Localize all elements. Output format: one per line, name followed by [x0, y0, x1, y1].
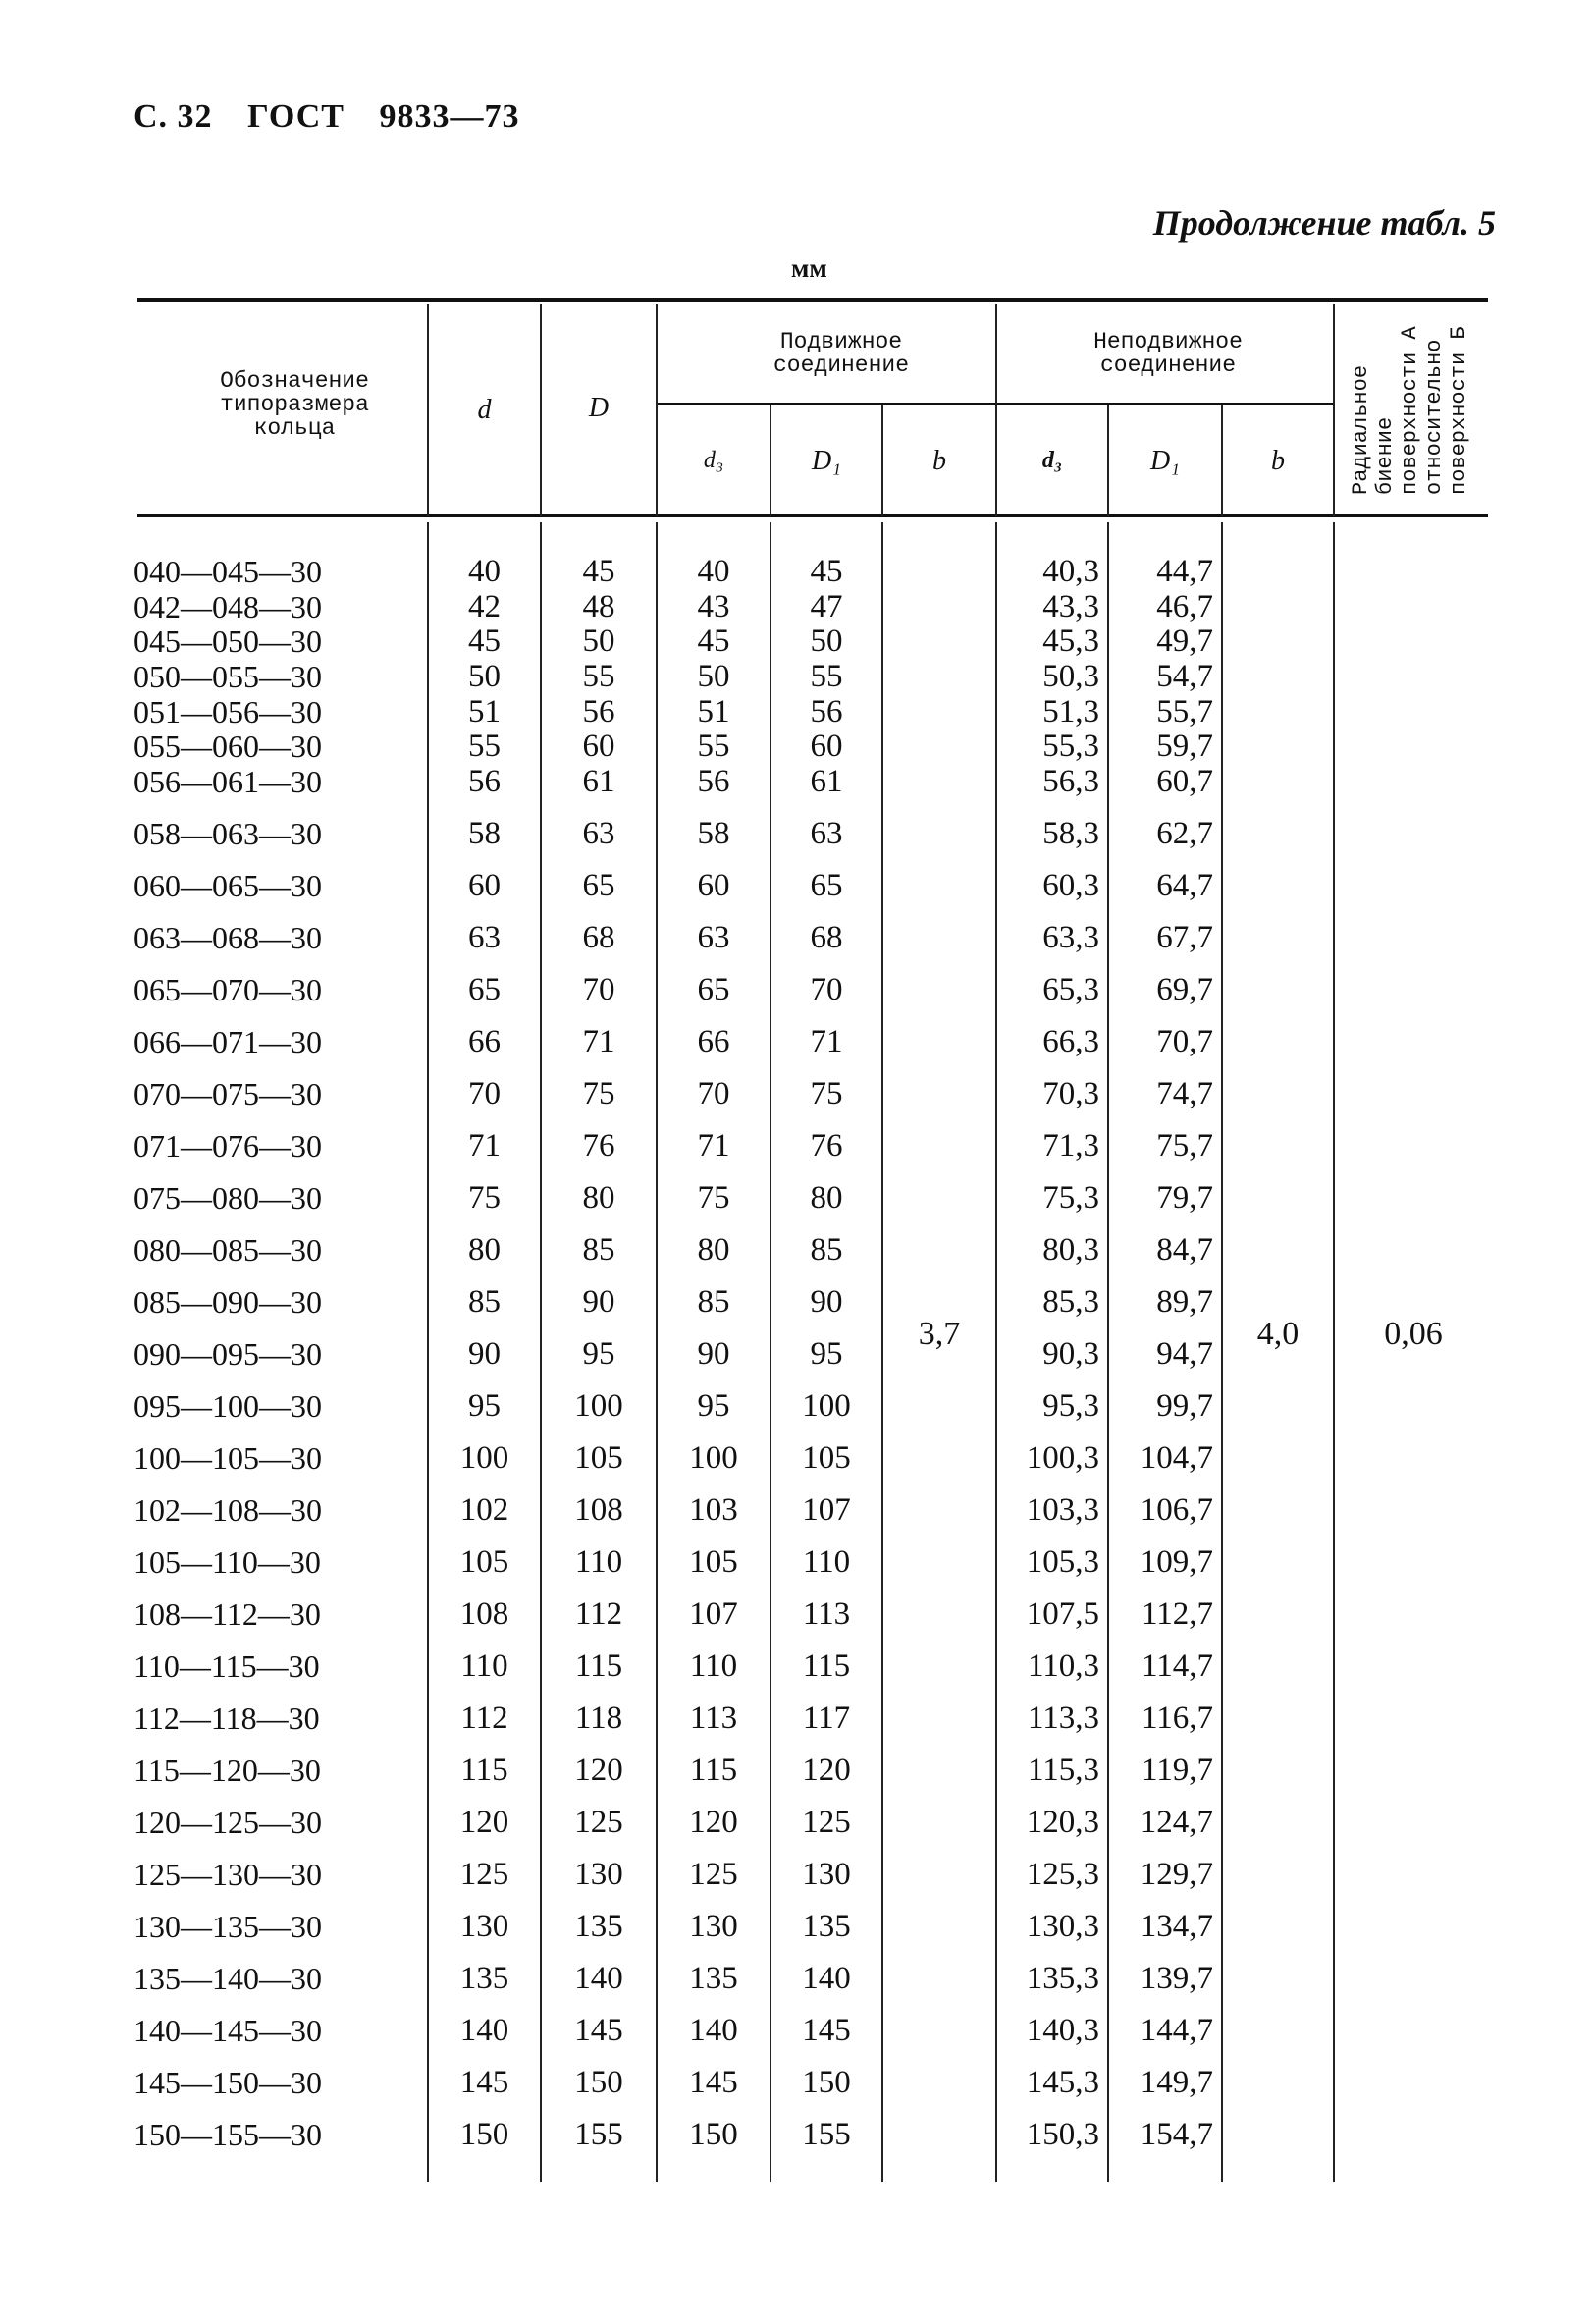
header-fixed-D1: D₁ [1150, 446, 1180, 476]
cell-fixed-d3: 55,3 [1042, 729, 1099, 764]
cell-movable-d3: 100 [689, 1440, 738, 1476]
cell-fixed-D1: 75,7 [1156, 1128, 1213, 1163]
cell-designation: 150—155—30 [133, 2117, 322, 2152]
cell-D: 61 [582, 764, 615, 799]
header-divider [995, 304, 997, 516]
cell-fixed-D1: 139,7 [1140, 1961, 1213, 1996]
table-row [0, 1594, 1594, 1646]
cell-movable-d3: 45 [697, 623, 730, 659]
cell-D: 95 [582, 1336, 615, 1372]
cell-D: 68 [582, 920, 615, 955]
cell-fixed-D1: 64,7 [1156, 868, 1213, 903]
cell-D: 65 [582, 868, 615, 903]
cell-d: 60 [468, 868, 501, 903]
cell-designation: 120—125—30 [133, 1805, 322, 1840]
cell-designation: 063—068—30 [133, 920, 322, 955]
cell-designation: 130—135—30 [133, 1909, 322, 1944]
cell-movable-d3: 130 [689, 1909, 738, 1944]
cell-d: 120 [459, 1805, 509, 1840]
cell-movable-d3: 65 [697, 972, 730, 1007]
cell-movable-D1: 85 [810, 1232, 843, 1268]
header-D: D [588, 393, 610, 423]
cell-d: 145 [459, 2065, 509, 2100]
table-row [0, 1751, 1594, 1802]
cell-movable-D1: 63 [810, 816, 843, 851]
cell-d: 55 [468, 729, 501, 764]
cell-D: 150 [574, 2065, 623, 2100]
cell-d: 140 [459, 2013, 509, 2048]
cell-movable-D1: 110 [802, 1544, 851, 1580]
table-row [0, 866, 1594, 917]
page-header [133, 98, 545, 135]
cell-designation: 140—145—30 [133, 2013, 322, 2048]
cell-D: 63 [582, 816, 615, 851]
cell-D: 50 [582, 623, 615, 659]
cell-movable-d3: 50 [697, 659, 730, 694]
cell-movable-D1: 56 [810, 694, 843, 730]
cell-fixed-d3: 85,3 [1042, 1284, 1099, 1320]
cell-d: 90 [468, 1336, 501, 1372]
cell-movable-D1: 55 [810, 659, 843, 694]
cell-movable-D1: 115 [802, 1648, 851, 1684]
cell-designation: 060—065—30 [133, 868, 322, 903]
cell-D: 85 [582, 1232, 615, 1268]
cell-movable-d3: 40 [697, 554, 730, 589]
cell-designation: 040—045—30 [133, 554, 322, 589]
cell-fixed-d3: 45,3 [1042, 623, 1099, 659]
cell-movable-d3: 90 [697, 1336, 730, 1372]
cell-movable-D1: 50 [810, 623, 843, 659]
table-row [0, 1178, 1594, 1229]
cell-designation: 100—105—30 [133, 1440, 322, 1476]
cell-fixed-d3: 113,3 [1027, 1701, 1099, 1736]
cell-fixed-D1: 154,7 [1140, 2117, 1213, 2152]
cell-fixed-D1: 46,7 [1156, 589, 1213, 624]
header-bottom-rule [137, 514, 1488, 517]
cell-d: 66 [468, 1024, 501, 1059]
standard-label: ГОСТ [247, 98, 345, 135]
cell-movable-D1: 135 [802, 1909, 851, 1944]
cell-d: 115 [460, 1753, 508, 1788]
cell-fixed-D1: 60,7 [1156, 764, 1213, 799]
cell-movable-D1: 95 [810, 1336, 843, 1372]
cell-movable-D1: 76 [810, 1128, 843, 1163]
cell-movable-d3: 60 [697, 868, 730, 903]
cell-designation: 045—050—30 [133, 623, 322, 659]
cell-fixed-D1: 109,7 [1140, 1544, 1213, 1580]
cell-movable-d3: 135 [689, 1961, 738, 1996]
table-row [0, 1855, 1594, 1906]
header-movable-D1: D₁ [812, 446, 841, 476]
cell-designation: 095—100—30 [133, 1388, 322, 1424]
cell-fixed-d3: 103,3 [1026, 1492, 1099, 1528]
cell-fixed-D1: 49,7 [1156, 623, 1213, 659]
cell-movable-d3: 120 [689, 1805, 738, 1840]
cell-d: 112 [460, 1701, 508, 1736]
cell-movable-D1: 117 [802, 1701, 851, 1736]
cell-movable-D1: 155 [802, 2117, 851, 2152]
cell-D: 108 [574, 1492, 623, 1528]
cell-designation: 075—080—30 [133, 1180, 322, 1216]
table-row [0, 1386, 1594, 1437]
table-row [0, 970, 1594, 1021]
cell-d: 80 [468, 1232, 501, 1268]
cell-fixed-D1: 55,7 [1156, 694, 1213, 730]
cell-fixed-d3: 66,3 [1042, 1024, 1099, 1059]
cell-D: 110 [574, 1544, 623, 1580]
cell-fixed-D1: 104,7 [1140, 1440, 1213, 1476]
cell-movable-D1: 68 [810, 920, 843, 955]
cell-fixed-d3: 50,3 [1042, 659, 1099, 694]
cell-movable-D1: 107 [802, 1492, 851, 1528]
cell-fixed-d3: 135,3 [1026, 1961, 1099, 1996]
cell-fixed-D1: 54,7 [1156, 659, 1213, 694]
cell-fixed-d3: 40,3 [1042, 554, 1099, 589]
cell-designation: 065—070—30 [133, 972, 322, 1007]
cell-D: 145 [574, 2013, 623, 2048]
units-label: мм [791, 253, 827, 283]
cell-fixed-D1: 112,7 [1141, 1596, 1213, 1632]
cell-fixed-d3: 105,3 [1026, 1544, 1099, 1580]
table-row [0, 1699, 1594, 1750]
table-row [0, 1490, 1594, 1541]
cell-D: 135 [574, 1909, 623, 1944]
cell-D: 115 [574, 1648, 623, 1684]
cell-D: 100 [574, 1388, 623, 1424]
cell-fixed-D1: 89,7 [1156, 1284, 1213, 1320]
cell-movable-d3: 145 [689, 2065, 738, 2100]
table-row [0, 1074, 1594, 1125]
table-row [0, 1282, 1594, 1333]
cell-designation: 135—140—30 [133, 1961, 322, 1996]
cell-designation: 115—120—30 [133, 1753, 321, 1788]
cell-movable-D1: 45 [810, 554, 843, 589]
cell-designation: 051—056—30 [133, 694, 322, 730]
cell-fixed-d3: 90,3 [1042, 1336, 1099, 1372]
cell-fixed-d3: 63,3 [1042, 920, 1099, 955]
cell-movable-d3: 51 [697, 694, 730, 730]
cell-fixed-d3: 145,3 [1026, 2065, 1099, 2100]
cell-fixed-d3: 107,5 [1026, 1596, 1099, 1632]
table-row [0, 1959, 1594, 2010]
table-row [0, 2011, 1594, 2062]
cell-D: 71 [582, 1024, 615, 1059]
cell-fixed-d3: 75,3 [1042, 1180, 1099, 1216]
cell-D: 80 [582, 1180, 615, 1216]
cell-movable-d3: 56 [697, 764, 730, 799]
cell-movable-d3: 66 [697, 1024, 730, 1059]
cell-D: 55 [582, 659, 615, 694]
cell-D: 112 [574, 1596, 623, 1632]
cell-movable-d3: 55 [697, 729, 730, 764]
cell-designation: 055—060—30 [133, 729, 322, 764]
cell-fixed-d3: 130,3 [1026, 1909, 1099, 1944]
cell-fixed-D1: 124,7 [1140, 1805, 1213, 1840]
cell-D: 130 [574, 1857, 623, 1892]
cell-fixed-D1: 99,7 [1156, 1388, 1213, 1424]
table-row [0, 1907, 1594, 1958]
cell-D: 90 [582, 1284, 615, 1320]
page-number: С. 32 [133, 98, 213, 135]
cell-fixed-d3: 100,3 [1026, 1440, 1099, 1476]
header-divider [656, 304, 658, 516]
cell-d: 71 [468, 1128, 501, 1163]
cell-fixed-D1: 70,7 [1156, 1024, 1213, 1059]
cell-fixed-d3: 80,3 [1042, 1232, 1099, 1268]
header-divider [1333, 304, 1335, 516]
runout-value: 0,06 [1384, 1316, 1443, 1352]
cell-designation: 070—075—30 [133, 1076, 322, 1111]
cell-movable-d3: 113 [689, 1701, 738, 1736]
cell-designation: 085—090—30 [133, 1284, 322, 1320]
cell-D: 56 [582, 694, 615, 730]
cell-movable-D1: 61 [810, 764, 843, 799]
cell-movable-d3: 103 [689, 1492, 738, 1528]
cell-movable-D1: 140 [802, 1961, 851, 1996]
cell-fixed-D1: 84,7 [1156, 1232, 1213, 1268]
cell-movable-d3: 85 [697, 1284, 730, 1320]
cell-d: 50 [468, 659, 501, 694]
cell-designation: 110—115—30 [133, 1648, 320, 1684]
cell-D: 105 [574, 1440, 623, 1476]
cell-fixed-d3: 110,3 [1027, 1648, 1099, 1684]
cell-d: 100 [459, 1440, 509, 1476]
header-runout [1349, 306, 1506, 495]
cell-movable-d3: 110 [689, 1648, 738, 1684]
cell-movable-D1: 75 [810, 1076, 843, 1111]
cell-D: 155 [574, 2117, 623, 2152]
cell-movable-d3: 105 [689, 1544, 738, 1580]
cell-movable-d3: 58 [697, 816, 730, 851]
cell-fixed-D1: 119,7 [1141, 1753, 1213, 1788]
table-row [0, 2063, 1594, 2114]
cell-designation: 125—130—30 [133, 1857, 322, 1892]
table-caption: Продолжение табл. 5 [1152, 203, 1496, 243]
cell-d: 58 [468, 816, 501, 851]
cell-fixed-D1: 116,7 [1141, 1701, 1213, 1736]
header-runout-text: Радиальное биение поверхности А относительно поверхности Б [1349, 326, 1471, 495]
cell-movable-D1: 100 [802, 1388, 851, 1424]
cell-movable-D1: 120 [802, 1753, 851, 1788]
table-row [0, 1647, 1594, 1698]
cell-fixed-d3: 95,3 [1042, 1388, 1099, 1424]
cell-D: 60 [582, 729, 615, 764]
cell-designation: 050—055—30 [133, 659, 322, 694]
cell-fixed-D1: 94,7 [1156, 1336, 1213, 1372]
cell-d: 135 [459, 1961, 509, 1996]
header-movable-b: b [932, 446, 946, 476]
cell-D: 120 [574, 1753, 623, 1788]
cell-d: 85 [468, 1284, 501, 1320]
cell-d: 150 [459, 2117, 509, 2152]
cell-movable-d3: 75 [697, 1180, 730, 1216]
cell-designation: 066—071—30 [133, 1024, 322, 1059]
header-fixed: Неподвижное соединение [1093, 329, 1243, 378]
cell-fixed-D1: 129,7 [1140, 1857, 1213, 1892]
cell-fixed-D1: 134,7 [1140, 1909, 1213, 1944]
cell-movable-d3: 95 [697, 1388, 730, 1424]
subheader-rule-fixed [995, 403, 1333, 405]
cell-fixed-d3: 51,3 [1042, 694, 1099, 730]
cell-movable-D1: 71 [810, 1024, 843, 1059]
cell-D: 48 [582, 589, 615, 624]
cell-fixed-d3: 56,3 [1042, 764, 1099, 799]
table-row [0, 918, 1594, 969]
cell-fixed-D1: 114,7 [1141, 1648, 1213, 1684]
cell-fixed-d3: 43,3 [1042, 589, 1099, 624]
cell-movable-D1: 113 [802, 1596, 851, 1632]
cell-movable-d3: 107 [689, 1596, 738, 1632]
cell-d: 108 [459, 1596, 509, 1632]
cell-movable-D1: 130 [802, 1857, 851, 1892]
cell-D: 70 [582, 972, 615, 1007]
table-row [0, 1230, 1594, 1281]
subheader-rule-movable [658, 403, 995, 405]
cell-designation: 102—108—30 [133, 1492, 322, 1528]
header-movable-d3: d₃ [703, 448, 724, 473]
cell-d: 51 [468, 694, 501, 730]
cell-designation: 145—150—30 [133, 2065, 322, 2100]
cell-designation: 090—095—30 [133, 1336, 322, 1372]
cell-fixed-D1: 69,7 [1156, 972, 1213, 1007]
cell-fixed-D1: 144,7 [1140, 2013, 1213, 2048]
cell-fixed-D1: 74,7 [1156, 1076, 1213, 1111]
cell-movable-d3: 80 [697, 1232, 730, 1268]
cell-d: 105 [459, 1544, 509, 1580]
standard-number: 9833—73 [379, 98, 520, 135]
cell-fixed-d3: 115,3 [1027, 1753, 1099, 1788]
cell-fixed-D1: 62,7 [1156, 816, 1213, 851]
cell-d: 45 [468, 623, 501, 659]
cell-movable-D1: 80 [810, 1180, 843, 1216]
cell-fixed-d3: 71,3 [1042, 1128, 1099, 1163]
cell-d: 102 [459, 1492, 509, 1528]
cell-designation: 071—076—30 [133, 1128, 322, 1163]
header-d: d [477, 395, 492, 425]
table-row [0, 1022, 1594, 1073]
table-row [0, 1126, 1594, 1177]
cell-movable-D1: 90 [810, 1284, 843, 1320]
cell-fixed-D1: 44,7 [1156, 554, 1213, 589]
cell-movable-d3: 71 [697, 1128, 730, 1163]
cell-d: 65 [468, 972, 501, 1007]
cell-fixed-D1: 79,7 [1156, 1180, 1213, 1216]
cell-fixed-D1: 59,7 [1156, 729, 1213, 764]
cell-movable-D1: 65 [810, 868, 843, 903]
cell-fixed-d3: 58,3 [1042, 816, 1099, 851]
cell-movable-d3: 43 [697, 589, 730, 624]
header-movable: Подвижное соединение [772, 329, 910, 378]
header-fixed-d3: d₃ [1041, 448, 1063, 473]
cell-D: 76 [582, 1128, 615, 1163]
cell-fixed-d3: 60,3 [1042, 868, 1099, 903]
cell-D: 125 [574, 1805, 623, 1840]
table-row [0, 1803, 1594, 1854]
cell-fixed-D1: 67,7 [1156, 920, 1213, 955]
header-fixed-b: b [1271, 446, 1285, 476]
cell-fixed-d3: 120,3 [1026, 1805, 1099, 1840]
table-row [0, 1334, 1594, 1385]
cell-d: 130 [459, 1909, 509, 1944]
cell-d: 40 [468, 554, 501, 589]
cell-designation: 058—063—30 [133, 816, 322, 851]
table-top-rule [137, 298, 1488, 302]
cell-d: 125 [459, 1857, 509, 1892]
table-row [0, 1438, 1594, 1489]
cell-movable-d3: 125 [689, 1857, 738, 1892]
cell-fixed-D1: 149,7 [1140, 2065, 1213, 2100]
fixed-b-value: 4,0 [1256, 1316, 1300, 1352]
cell-d: 110 [460, 1648, 508, 1684]
cell-movable-D1: 47 [810, 589, 843, 624]
cell-fixed-d3: 150,3 [1026, 2117, 1099, 2152]
cell-designation: 108—112—30 [133, 1596, 321, 1632]
cell-designation: 056—061—30 [133, 764, 322, 799]
cell-movable-D1: 150 [802, 2065, 851, 2100]
cell-d: 75 [468, 1180, 501, 1216]
cell-designation: 080—085—30 [133, 1232, 322, 1268]
cell-fixed-d3: 65,3 [1042, 972, 1099, 1007]
cell-D: 118 [574, 1701, 623, 1736]
cell-movable-d3: 63 [697, 920, 730, 955]
cell-d: 63 [468, 920, 501, 955]
cell-movable-D1: 70 [810, 972, 843, 1007]
cell-fixed-d3: 140,3 [1026, 2013, 1099, 2048]
cell-d: 95 [468, 1388, 501, 1424]
cell-movable-d3: 140 [689, 2013, 738, 2048]
header-designation: Обозначение типоразмера кольца [220, 368, 369, 441]
table-row [0, 762, 1594, 813]
cell-D: 75 [582, 1076, 615, 1111]
movable-b-value: 3,7 [918, 1316, 961, 1352]
cell-movable-D1: 105 [802, 1440, 851, 1476]
cell-movable-D1: 60 [810, 729, 843, 764]
cell-D: 140 [574, 1961, 623, 1996]
table-row [0, 2115, 1594, 2166]
cell-D: 45 [582, 554, 615, 589]
cell-fixed-d3: 70,3 [1042, 1076, 1099, 1111]
table-row [0, 814, 1594, 865]
cell-designation: 105—110—30 [133, 1544, 321, 1580]
cell-movable-D1: 145 [802, 2013, 851, 2048]
cell-movable-d3: 70 [697, 1076, 730, 1111]
cell-movable-d3: 115 [689, 1753, 738, 1788]
cell-movable-d3: 150 [689, 2117, 738, 2152]
cell-d: 42 [468, 589, 501, 624]
cell-designation: 042—048—30 [133, 589, 322, 624]
cell-fixed-d3: 125,3 [1026, 1857, 1099, 1892]
cell-designation: 112—118—30 [133, 1701, 320, 1736]
cell-d: 56 [468, 764, 501, 799]
cell-fixed-D1: 106,7 [1140, 1492, 1213, 1528]
cell-d: 70 [468, 1076, 501, 1111]
table-row [0, 1542, 1594, 1594]
cell-movable-D1: 125 [802, 1805, 851, 1840]
